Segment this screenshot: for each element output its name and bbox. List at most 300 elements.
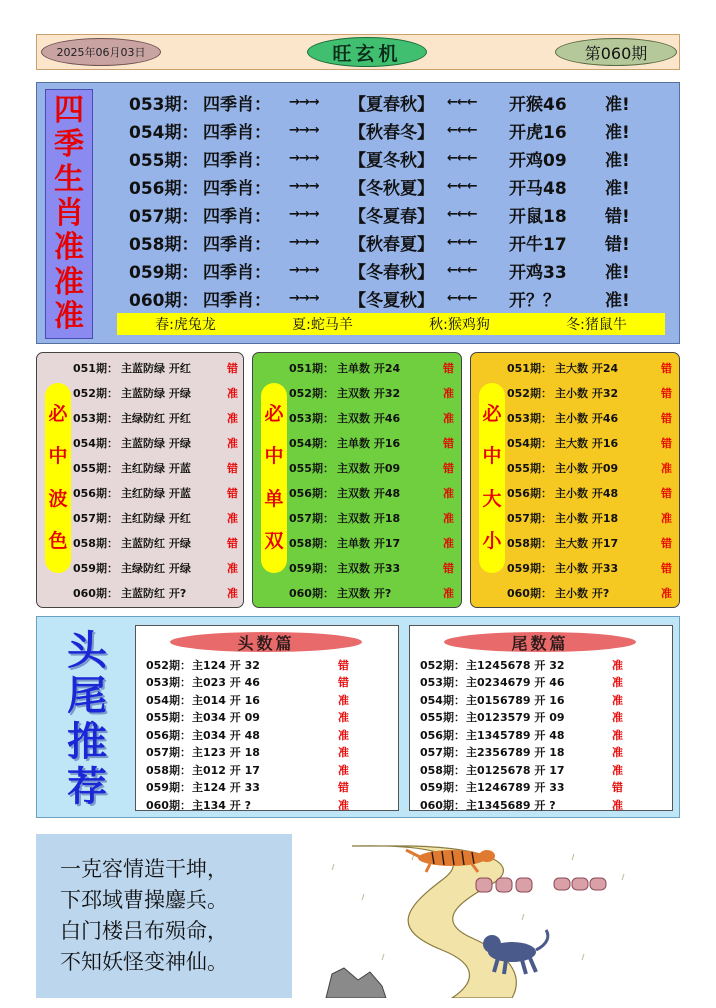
- issue-number: 059期：: [129, 262, 199, 283]
- panel-row: [289, 407, 463, 429]
- issue-number: 057期：: [146, 746, 191, 759]
- prediction-text: 主小数 开46: [555, 412, 619, 425]
- head-number-box: [135, 625, 399, 811]
- prediction-text: 主1246789 开 33: [466, 781, 565, 794]
- season-row: [129, 145, 635, 171]
- season-pick: 【冬夏春】: [349, 206, 434, 227]
- prediction-text: 主1345789 开 48: [466, 728, 565, 742]
- result-status: 准: [227, 437, 238, 450]
- legend-item: 秋:猴鸡狗: [429, 317, 490, 333]
- arrow-right-icon: →→→: [289, 234, 319, 250]
- head-row: [146, 761, 358, 778]
- result-status: 准: [227, 562, 238, 575]
- result-status: 准: [612, 693, 623, 707]
- legend-item: 夏:蛇马羊: [292, 317, 353, 333]
- panel-row: [73, 357, 247, 379]
- season-pick: 【夏冬秋】: [349, 150, 434, 171]
- result-status: 准: [661, 587, 672, 600]
- tail-row: [420, 656, 632, 673]
- result-status: 错: [443, 362, 454, 375]
- panel-row: [73, 582, 247, 604]
- issue-number: 056期：: [146, 728, 191, 742]
- season-label: 四季肖：: [203, 150, 271, 171]
- result-status: 准: [338, 693, 349, 707]
- result-status: 准: [227, 387, 238, 400]
- issue-number: 052期：: [146, 658, 191, 672]
- result-status: 准: [612, 746, 623, 759]
- issue-number: 054期：: [129, 122, 199, 143]
- result-status: 错: [227, 537, 238, 550]
- tail-row: [420, 726, 632, 743]
- panel-row: [73, 382, 247, 404]
- prediction-text: 主1345689 开 ?: [466, 798, 556, 812]
- head-row: [146, 656, 358, 673]
- prediction-text: 主红防绿 开红: [121, 512, 191, 525]
- result-status: 准!: [605, 94, 630, 115]
- head-row: [146, 709, 358, 726]
- side-title-char: 小: [482, 530, 502, 553]
- arrow-left-icon: ←←←: [447, 150, 477, 166]
- panel-row: [507, 357, 681, 379]
- result-status: 错: [661, 412, 672, 425]
- result-status: 错: [227, 487, 238, 500]
- panel-row: [73, 407, 247, 429]
- issue-number: 059期：: [73, 562, 118, 575]
- side-title-char: 中: [264, 445, 284, 468]
- result-status: 准: [612, 711, 623, 724]
- season-row: [129, 257, 635, 283]
- side-title-char: 必: [264, 402, 284, 425]
- result-status: 准!: [605, 262, 630, 283]
- season-row: [129, 173, 635, 199]
- result-status: 错: [661, 362, 672, 375]
- poem-line: 一克容情造干坤，: [60, 857, 228, 881]
- panel-side-title: [261, 383, 287, 573]
- prediction-text: 主124 开 33: [192, 781, 260, 794]
- season-label: 四季肖：: [203, 206, 271, 227]
- head-row: [146, 779, 358, 796]
- result-status: 错: [443, 437, 454, 450]
- issue-number: 056期：: [129, 178, 199, 199]
- head-tail-side-title: [45, 628, 129, 810]
- arrow-right-icon: →→→: [289, 94, 319, 110]
- prediction-text: 主单数 开16: [337, 437, 401, 450]
- panel-row: [289, 432, 463, 454]
- issue-number: 060期：: [129, 290, 199, 311]
- prediction-text: 主2356789 开 18: [466, 746, 565, 759]
- prediction-text: 主小数 开09: [555, 462, 619, 475]
- result-status: 准: [612, 728, 623, 742]
- rock-icon: [326, 968, 386, 998]
- poem-box: [36, 834, 292, 998]
- issue-number: 059期：: [146, 781, 191, 794]
- result-status: 准: [338, 728, 349, 742]
- panel-row: [507, 482, 681, 504]
- panel-row: [289, 507, 463, 529]
- prediction-text: 主014 开 16: [192, 693, 260, 707]
- panel-row: [507, 582, 681, 604]
- result-status: 错: [227, 362, 238, 375]
- result-status: 准!: [605, 150, 630, 171]
- result-status: 错: [338, 658, 349, 672]
- panel-row: [73, 482, 247, 504]
- side-title-char: 必: [48, 402, 68, 425]
- result-status: 准!: [605, 178, 630, 199]
- tiger-path-illustration: [322, 840, 658, 998]
- tail-number-title: 尾数篇: [444, 632, 636, 652]
- result-status: 准!: [605, 122, 630, 143]
- panel-row: [507, 507, 681, 529]
- issue-number: 052期：: [507, 387, 552, 400]
- panel-row: [289, 457, 463, 479]
- issue-number: 058期：: [129, 234, 199, 255]
- season-label: 四季肖：: [203, 178, 271, 199]
- prediction-text: 主012 开 17: [192, 763, 260, 777]
- arrow-right-icon: →→→: [289, 178, 319, 194]
- issue-number: 053期：: [129, 94, 199, 115]
- issue-number: 058期：: [289, 537, 334, 550]
- head-row: [146, 744, 358, 761]
- odd-even-panel: [252, 352, 462, 608]
- prediction-text: 主小数 开48: [555, 487, 619, 500]
- issue-number: 055期：: [289, 462, 334, 475]
- result-status: 准: [227, 512, 238, 525]
- head-row: [146, 796, 358, 813]
- issue-number: 053期：: [420, 676, 465, 689]
- side-title-char: 荐: [67, 763, 107, 810]
- issue-number: 057期：: [73, 512, 118, 525]
- side-title-char: 准: [54, 298, 84, 334]
- result-status: 准: [338, 746, 349, 759]
- result-status: 准!: [605, 290, 630, 311]
- prediction-text: 主双数 开18: [337, 512, 401, 525]
- issue-number: 060期：: [420, 798, 465, 812]
- header-bar: [36, 34, 680, 70]
- prediction-text: 主134 开 ?: [192, 798, 252, 812]
- panel-row: [507, 457, 681, 479]
- arrow-left-icon: ←←←: [447, 290, 477, 306]
- issue-number: 059期：: [507, 562, 552, 575]
- side-title-char: 必: [482, 402, 502, 425]
- panel-side-title: [479, 383, 505, 573]
- issue-number: 055期：: [73, 462, 118, 475]
- result-status: 错: [612, 781, 623, 794]
- result-status: 准: [443, 412, 454, 425]
- four-seasons-side-title: [45, 89, 93, 339]
- result-status: 准: [443, 587, 454, 600]
- prediction-text: 主双数 开46: [337, 412, 401, 425]
- issue-number: 058期：: [507, 537, 552, 550]
- side-title-char: 季: [54, 127, 84, 163]
- panel-row: [73, 557, 247, 579]
- prediction-text: 主蓝防红 开绿: [121, 537, 191, 550]
- poem-line: 白门楼吕布殒命，: [60, 919, 228, 943]
- result-status: 准: [338, 763, 349, 777]
- side-title-char: 中: [482, 445, 502, 468]
- issue-number: 056期：: [289, 487, 334, 500]
- side-title-char: 四: [54, 93, 84, 129]
- result-status: 错: [661, 437, 672, 450]
- panel-row: [289, 382, 463, 404]
- page-title: 旺玄机: [307, 37, 427, 67]
- arrow-left-icon: ←←←: [447, 122, 477, 138]
- issue-number: 060期：: [73, 587, 118, 600]
- issue-number: 055期：: [420, 711, 465, 724]
- draw-result: 开鼠18: [509, 206, 567, 227]
- season-label: 四季肖：: [203, 290, 271, 311]
- issue-number: 055期：: [507, 462, 552, 475]
- big-small-panel: [470, 352, 680, 608]
- draw-result: 开猴46: [509, 94, 567, 115]
- season-row: [129, 229, 635, 255]
- prediction-text: 主蓝防绿 开绿: [121, 387, 191, 400]
- date-badge: 2025年06月03日: [41, 38, 161, 66]
- draw-result: 开？？: [509, 290, 560, 311]
- head-row: [146, 726, 358, 743]
- side-title-char: 肖: [54, 195, 84, 231]
- draw-result: 开马48: [509, 178, 567, 199]
- panel-row: [289, 582, 463, 604]
- result-status: 错: [338, 781, 349, 794]
- prediction-text: 主大数 开17: [555, 537, 619, 550]
- prediction-text: 主0125678 开 17: [466, 763, 565, 777]
- poem-line: 不知妖怪变神仙。: [60, 950, 228, 974]
- result-status: 准: [227, 412, 238, 425]
- panel-row: [507, 532, 681, 554]
- result-status: 错: [661, 562, 672, 575]
- prediction-text: 主单数 开24: [337, 362, 401, 375]
- side-title-char: 推: [67, 718, 107, 765]
- arrow-right-icon: →→→: [289, 150, 319, 166]
- result-status: 准: [443, 537, 454, 550]
- issue-number: 058期：: [420, 763, 465, 777]
- head-row: [146, 691, 358, 708]
- season-legend: [117, 313, 665, 335]
- issue-number: 053期：: [73, 412, 118, 425]
- issue-number: 054期：: [73, 437, 118, 450]
- issue-number: 058期：: [146, 763, 191, 777]
- winding-road: [352, 846, 516, 998]
- result-status: 准: [227, 587, 238, 600]
- issue-number: 059期：: [420, 781, 465, 794]
- season-label: 四季肖：: [203, 262, 271, 283]
- season-pick: 【冬夏秋】: [349, 290, 434, 311]
- side-title-char: 大: [482, 487, 502, 510]
- issue-number: 053期：: [289, 412, 334, 425]
- side-title-char: 生: [54, 161, 84, 197]
- tail-row: [420, 761, 632, 778]
- head-number-title: 头数篇: [170, 632, 362, 652]
- panel-row: [73, 507, 247, 529]
- issue-number: 057期：: [129, 206, 199, 227]
- result-status: 错: [661, 487, 672, 500]
- season-pick: 【冬春秋】: [349, 262, 434, 283]
- prediction-text: 主双数 开33: [337, 562, 401, 575]
- season-pick: 【冬秋夏】: [349, 178, 434, 199]
- issue-number: 060期：: [289, 587, 334, 600]
- result-status: 错: [227, 462, 238, 475]
- prediction-text: 主小数 开32: [555, 387, 619, 400]
- issue-number: 052期：: [73, 387, 118, 400]
- result-status: 错!: [605, 206, 630, 227]
- issue-number: 060期：: [507, 587, 552, 600]
- issue-number: 057期：: [420, 746, 465, 759]
- result-status: 准: [612, 658, 623, 672]
- poem-line: 下邳域曹操鏖兵。: [60, 888, 228, 912]
- prediction-text: 主双数 开?: [337, 587, 392, 600]
- prediction-text: 主023 开 46: [192, 676, 260, 689]
- panel-row: [289, 357, 463, 379]
- arrow-right-icon: →→→: [289, 290, 319, 306]
- issue-number: 056期：: [73, 487, 118, 500]
- result-status: 错!: [605, 234, 630, 255]
- side-title-char: 中: [48, 445, 68, 468]
- issue-number: 055期：: [146, 711, 191, 724]
- prediction-text: 主小数 开?: [555, 587, 610, 600]
- illustration-svg: [322, 840, 658, 998]
- result-status: 错: [338, 676, 349, 689]
- issue-number: 053期：: [146, 676, 191, 689]
- prediction-text: 主0123579 开 09: [466, 711, 565, 724]
- season-label: 四季肖：: [203, 122, 271, 143]
- result-status: 准: [661, 462, 672, 475]
- legend-item: 春:虎兔龙: [155, 317, 216, 333]
- prediction-text: 主双数 开48: [337, 487, 401, 500]
- side-title-char: 单: [264, 487, 284, 510]
- prediction-text: 主双数 开32: [337, 387, 401, 400]
- issue-number: 054期：: [146, 693, 191, 707]
- prediction-text: 主蓝防红 开?: [121, 587, 187, 600]
- result-status: 准: [443, 487, 454, 500]
- issue-number: 057期：: [289, 512, 334, 525]
- panel-row: [73, 432, 247, 454]
- arrow-right-icon: →→→: [289, 122, 319, 138]
- issue-number: 060期：: [146, 798, 191, 812]
- issue-badge: 第060期: [555, 38, 677, 66]
- prediction-text: 主124 开 32: [192, 658, 260, 672]
- prediction-text: 主绿防红 开红: [121, 412, 191, 425]
- arrow-left-icon: ←←←: [447, 262, 477, 278]
- prediction-text: 主绿防红 开绿: [121, 562, 191, 575]
- result-status: 准: [612, 798, 623, 812]
- arrow-left-icon: ←←←: [447, 178, 477, 194]
- result-status: 错: [443, 562, 454, 575]
- season-label: 四季肖：: [203, 94, 271, 115]
- issue-number: 051期：: [507, 362, 552, 375]
- issue-number: 056期：: [507, 487, 552, 500]
- issue-number: 054期：: [420, 693, 465, 707]
- season-row: [129, 285, 635, 311]
- season-pick: 【夏春秋】: [349, 94, 434, 115]
- issue-number: 059期：: [289, 562, 334, 575]
- arrow-right-icon: →→→: [289, 206, 319, 222]
- prediction-text: 主蓝防绿 开绿: [121, 437, 191, 450]
- result-status: 错: [661, 537, 672, 550]
- prediction-text: 主034 开 48: [192, 728, 260, 742]
- tail-row: [420, 779, 632, 796]
- prediction-text: 主蓝防绿 开红: [121, 362, 191, 375]
- legend-item: 冬:猪鼠牛: [566, 317, 627, 333]
- arrow-right-icon: →→→: [289, 262, 319, 278]
- draw-result: 开鸡09: [509, 150, 567, 171]
- result-status: 准: [443, 512, 454, 525]
- panel-row: [507, 557, 681, 579]
- result-status: 准: [612, 676, 623, 689]
- issue-number: 052期：: [420, 658, 465, 672]
- panel-row: [507, 432, 681, 454]
- panel-row: [289, 532, 463, 554]
- tail-row: [420, 744, 632, 761]
- issue-number: 054期：: [289, 437, 334, 450]
- draw-result: 开鸡33: [509, 262, 567, 283]
- prediction-text: 主小数 开33: [555, 562, 619, 575]
- issue-number: 058期：: [73, 537, 118, 550]
- side-title-char: 双: [264, 530, 284, 553]
- prediction-text: 主123 开 18: [192, 746, 260, 759]
- side-title-char: 准: [54, 264, 84, 300]
- issue-number: 052期：: [289, 387, 334, 400]
- tail-row: [420, 796, 632, 813]
- result-status: 准: [661, 512, 672, 525]
- prediction-text: 主红防绿 开蓝: [121, 487, 191, 500]
- prediction-text: 主红防绿 开蓝: [121, 462, 191, 475]
- prediction-text: 主大数 开16: [555, 437, 619, 450]
- issue-number: 053期：: [507, 412, 552, 425]
- prediction-text: 主0156789 开 16: [466, 693, 565, 707]
- head-tail-section: [36, 616, 680, 818]
- season-pick: 【秋春夏】: [349, 234, 434, 255]
- panel-row: [73, 457, 247, 479]
- result-status: 错: [443, 462, 454, 475]
- prediction-text: 主1245678 开 32: [466, 658, 565, 672]
- panel-row: [507, 407, 681, 429]
- result-status: 准: [338, 798, 349, 812]
- result-status: 准: [338, 711, 349, 724]
- side-title-char: 尾: [67, 673, 107, 720]
- side-title-char: 波: [48, 487, 68, 510]
- panel-row: [289, 557, 463, 579]
- season-label: 四季肖：: [203, 234, 271, 255]
- result-status: 错: [661, 387, 672, 400]
- issue-number: 054期：: [507, 437, 552, 450]
- panel-row: [289, 482, 463, 504]
- side-title-char: 色: [48, 530, 68, 553]
- issue-number: 056期：: [420, 728, 465, 742]
- arrow-left-icon: ←←←: [447, 94, 477, 110]
- draw-result: 开牛17: [509, 234, 567, 255]
- result-status: 准: [443, 387, 454, 400]
- result-status: 准: [612, 763, 623, 777]
- panel-row: [73, 532, 247, 554]
- season-pick: 【秋春冬】: [349, 122, 434, 143]
- prediction-text: 主034 开 09: [192, 711, 260, 724]
- prediction-text: 主0234679 开 46: [466, 676, 565, 689]
- wave-color-panel: [36, 352, 244, 608]
- issue-number: 055期：: [129, 150, 199, 171]
- side-title-char: 准: [54, 230, 84, 266]
- issue-number: 051期：: [289, 362, 334, 375]
- side-title-char: 头: [67, 628, 107, 674]
- arrow-left-icon: ←←←: [447, 206, 477, 222]
- tail-number-box: [409, 625, 673, 811]
- tail-row: [420, 691, 632, 708]
- head-row: [146, 674, 358, 691]
- prediction-text: 主单数 开17: [337, 537, 401, 550]
- panel-side-title: [45, 383, 71, 573]
- tail-row: [420, 709, 632, 726]
- season-row: [129, 117, 635, 143]
- arrow-left-icon: ←←←: [447, 234, 477, 250]
